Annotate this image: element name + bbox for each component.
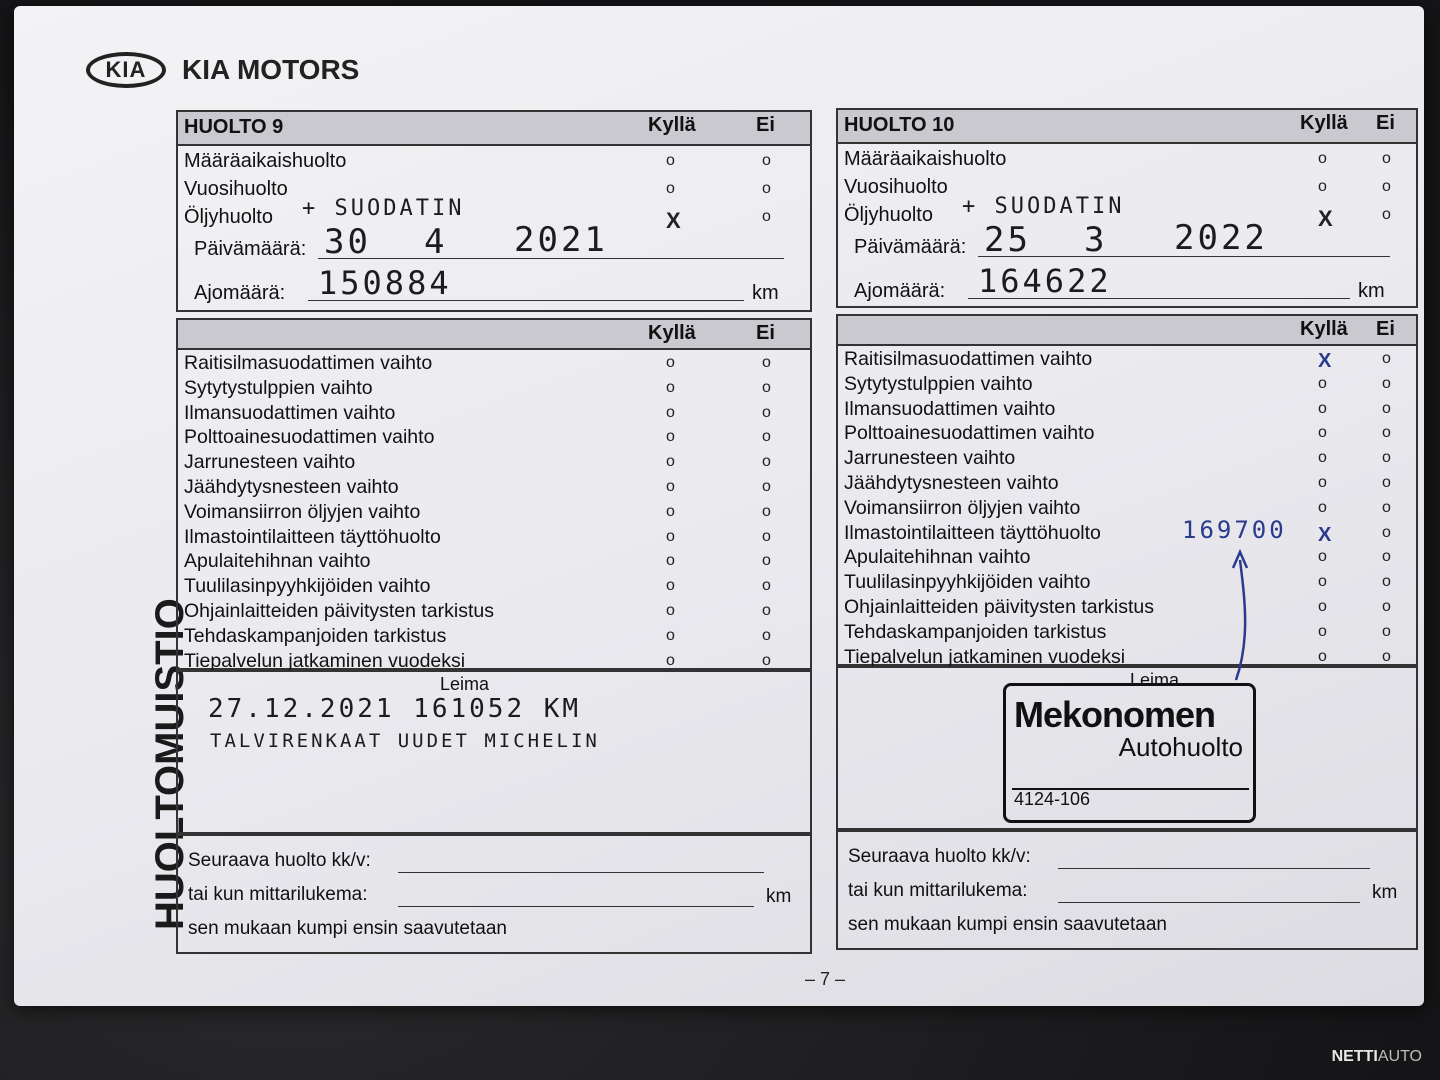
right-date-year: 2022	[1174, 218, 1268, 258]
left-top-no: o	[762, 180, 771, 197]
right-top-no: o	[1382, 150, 1391, 167]
right-task-yes: o	[1318, 399, 1327, 417]
right-meter-label: tai kun mittarilukema:	[848, 880, 1028, 901]
left-task-no: o	[762, 478, 771, 495]
left-service-title: HUOLTO 9	[184, 116, 284, 138]
left-task-yes: o	[666, 403, 675, 421]
right-task-no: o	[1382, 350, 1391, 367]
left-task-no: o	[762, 626, 771, 644]
right-task-no: o	[1382, 474, 1391, 491]
right-task-yes: X	[1318, 523, 1332, 546]
right-task-no: o	[1382, 374, 1391, 392]
right-top-item: Määräaikaishuolto	[844, 148, 1007, 170]
left-task-no: o	[762, 552, 771, 570]
left-top-item: Vuosihuolto	[184, 178, 288, 200]
left-task-yes: o	[666, 453, 675, 471]
left-task-yes: o	[666, 577, 675, 595]
left-top-yes: o	[666, 180, 675, 197]
right-task-yes: o	[1318, 573, 1327, 591]
kia-emblem: KIA	[86, 52, 166, 88]
right-task-item: Tuulilasinpyyhkijöiden vaihto	[844, 571, 1091, 594]
right-whichever-label: sen mukaan kumpi ensin saavutetaan	[848, 914, 1167, 935]
left-tasks-col-yes: Kyllä	[648, 322, 696, 344]
right-next-label: Seuraava huolto kk/v:	[848, 846, 1031, 867]
right-task-item: Tiepalvelun jatkaminen vuodeksi	[844, 645, 1126, 668]
right-task-item: Sytytystulppien vaihto	[844, 372, 1033, 395]
left-task-item: Polttoainesuodattimen vaihto	[184, 426, 435, 449]
left-whichever-label: sen mukaan kumpi ensin saavutetaan	[188, 918, 507, 939]
right-task-yes: X	[1318, 350, 1332, 372]
left-task-item: Sytytystulppien vaihto	[184, 376, 373, 399]
left-task-item: Apulaitehihnan vaihto	[184, 550, 371, 573]
left-task-no: o	[762, 403, 771, 421]
left-filter-note: + SUODATIN	[302, 196, 465, 221]
left-date-label: Päivämäärä:	[194, 238, 307, 260]
left-task-yes: o	[666, 626, 675, 644]
left-task-yes: o	[666, 527, 675, 545]
right-col-no: Ei	[1376, 112, 1395, 134]
stamp-code: 4124-106	[1014, 789, 1091, 809]
left-task-no: o	[762, 428, 771, 446]
right-task-yes: o	[1318, 449, 1327, 467]
left-task-item: Ohjainlaitteiden päivitysten tarkistus	[184, 600, 494, 622]
right-top-yes: o	[1318, 150, 1327, 167]
left-mileage-label: Ajomäärä:	[194, 282, 286, 304]
left-task-yes: o	[666, 552, 675, 570]
vertical-section-title: HUOLTOMUISTIO	[148, 598, 192, 930]
left-km-unit: km	[752, 282, 779, 304]
left-task-item: Voimansiirron öljyjen vaihto	[184, 500, 421, 523]
stamp-name: Mekonomen	[1014, 694, 1216, 735]
right-tasks-col-yes: Kyllä	[1300, 318, 1348, 340]
right-task-no: o	[1382, 523, 1391, 541]
left-task-no: o	[762, 453, 771, 471]
right-mileage-value: 164622	[978, 262, 1112, 300]
right-task-yes: o	[1318, 424, 1327, 442]
right-tasks-col-no: Ei	[1376, 318, 1395, 340]
right-mileage-label: Ajomäärä:	[854, 280, 946, 302]
left-task-yes: o	[666, 478, 675, 495]
left-date-day: 30	[324, 222, 371, 262]
right-date-label: Päivämäärä:	[854, 236, 967, 258]
right-task-no: o	[1382, 424, 1391, 442]
right-stamp-label: Leima	[1130, 670, 1180, 690]
right-task-no: o	[1382, 573, 1391, 591]
left-col-no: Ei	[756, 114, 775, 136]
left-top-yes: X	[666, 208, 681, 233]
right-task-item: Jäähdytysnesteen vaihto	[844, 472, 1059, 494]
left-task-no: o	[762, 378, 771, 396]
left-task-no: o	[762, 502, 771, 520]
right-task-yes: o	[1318, 622, 1327, 640]
left-top-yes: o	[666, 152, 675, 169]
right-col-yes: Kyllä	[1300, 112, 1348, 134]
right-meter-km: km	[1372, 882, 1398, 903]
left-task-yes: o	[666, 354, 675, 371]
right-service-title: HUOLTO 10	[844, 114, 955, 136]
right-task-item: Polttoainesuodattimen vaihto	[844, 422, 1095, 445]
left-task-item: Jäähdytysnesteen vaihto	[184, 476, 399, 498]
right-task-item: Ilmansuodattimen vaihto	[844, 397, 1056, 420]
left-task-no: o	[762, 577, 771, 595]
left-meter-km: km	[766, 886, 792, 907]
right-task-item: Apulaitehihnan vaihto	[844, 546, 1031, 569]
right-task-no: o	[1382, 449, 1391, 467]
left-task-yes: o	[666, 502, 675, 520]
right-task-no: o	[1382, 647, 1391, 665]
left-col-yes: Kyllä	[648, 114, 696, 136]
right-top-item: Öljyhuolto	[844, 204, 933, 226]
left-task-no: o	[762, 354, 771, 371]
left-task-yes: o	[666, 428, 675, 446]
right-task-yes: o	[1318, 598, 1327, 615]
right-task-no: o	[1382, 598, 1391, 615]
right-task-no: o	[1382, 498, 1391, 516]
left-task-item: Tiepalvelun jatkaminen vuodeksi	[184, 649, 466, 672]
left-task-item: Tuulilasinpyyhkijöiden vaihto	[184, 575, 431, 598]
left-date-month: 4	[424, 222, 448, 262]
right-filter-note: + SUODATIN	[962, 194, 1125, 219]
right-top-yes: X	[1318, 206, 1333, 231]
page-number: – 7 –	[805, 969, 846, 989]
right-top-no: o	[1382, 178, 1391, 195]
left-task-no: o	[762, 651, 771, 669]
left-task-no: o	[762, 527, 771, 545]
left-top-no: o	[762, 152, 771, 169]
left-top-item: Määräaikaishuolto	[184, 150, 347, 172]
stamp-subtitle: Autohuolto	[1118, 732, 1243, 762]
left-task-item: Jarrunesteen vaihto	[184, 451, 356, 474]
right-task-item: Jarrunesteen vaihto	[844, 447, 1016, 470]
left-note-line2: TALVIRENKAAT UUDET MICHELIN	[210, 730, 600, 752]
right-date-day: 25	[984, 220, 1031, 260]
right-task-no: o	[1382, 548, 1391, 566]
right-task-item: Voimansiirron öljyjen vaihto	[844, 496, 1081, 519]
left-task-no: o	[762, 602, 771, 619]
right-task-yes: o	[1318, 647, 1327, 665]
right-top-item: Vuosihuolto	[844, 176, 948, 198]
left-note-line1: 27.12.2021 161052 KM	[208, 694, 582, 724]
watermark	[1332, 1048, 1422, 1066]
right-task-no: o	[1382, 622, 1391, 640]
watermark-b: AUTO	[1377, 1048, 1422, 1065]
left-task-yes: o	[666, 602, 675, 619]
left-task-item: Ilmansuodattimen vaihto	[184, 401, 396, 424]
right-task-item: Raitisilmasuodattimen vaihto	[844, 348, 1093, 370]
left-task-yes: o	[666, 651, 675, 669]
left-task-yes: o	[666, 378, 675, 396]
right-task-yes: o	[1318, 548, 1327, 566]
left-next-label: Seuraava huolto kk/v:	[188, 850, 371, 871]
right-top-yes: o	[1318, 178, 1327, 195]
left-tasks-col-no: Ei	[756, 322, 775, 344]
left-task-item: Raitisilmasuodattimen vaihto	[184, 352, 433, 374]
left-mileage-value: 150884	[318, 264, 452, 302]
watermark-a: NETTI	[1331, 1048, 1378, 1065]
right-task-yes: o	[1318, 474, 1327, 491]
right-task-item: Tehdaskampanjoiden tarkistus	[844, 620, 1107, 643]
right-task-yes: o	[1318, 374, 1327, 392]
right-date-month: 3	[1084, 220, 1108, 260]
right-top-no: o	[1382, 206, 1391, 223]
left-date-year: 2021	[514, 220, 608, 260]
left-task-item: Ilmastointilaitteen täyttöhuolto	[184, 525, 441, 548]
left-top-no: o	[762, 208, 771, 225]
right-task-item: Ilmastointilaitteen täyttöhuolto	[844, 521, 1101, 544]
right-km-unit: km	[1358, 280, 1385, 302]
right-ac-note: 169700	[1182, 515, 1287, 544]
left-meter-label: tai kun mittarilukema:	[188, 884, 368, 905]
left-top-item: Öljyhuolto	[184, 206, 273, 228]
right-task-no: o	[1382, 399, 1391, 417]
right-task-yes: o	[1318, 498, 1327, 516]
right-task-item: Ohjainlaitteiden päivitysten tarkistus	[844, 596, 1154, 618]
left-stamp-label: Leima	[440, 674, 490, 694]
brand-name: KIA MOTORS	[182, 54, 360, 85]
left-task-item: Tehdaskampanjoiden tarkistus	[184, 624, 447, 647]
